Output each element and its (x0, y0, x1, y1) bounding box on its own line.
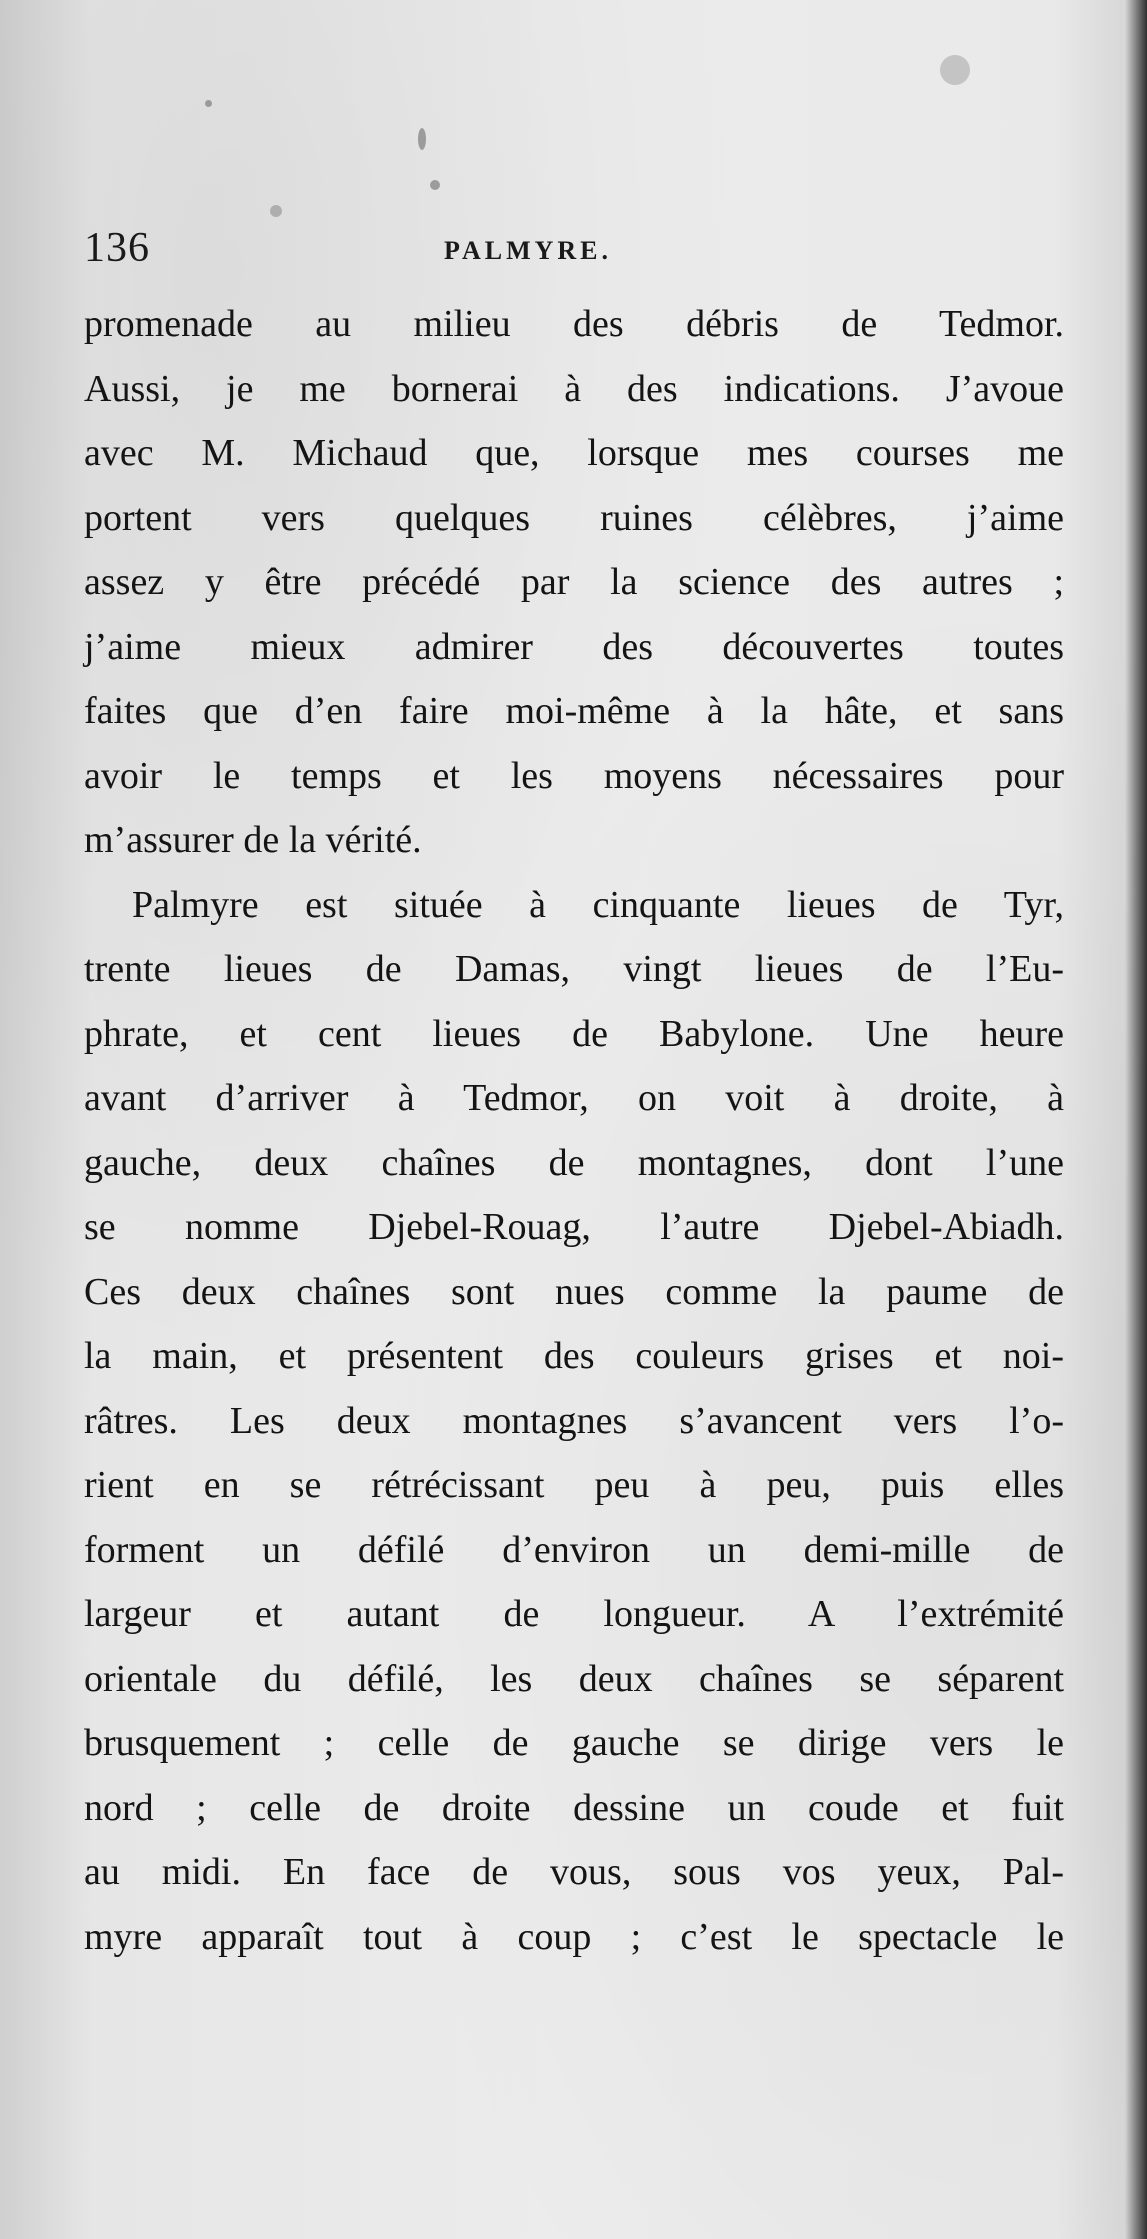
text-line: assez y être précédé par la science des autres ; (84, 561, 1064, 603)
text-line: Palmyre est située à cinquante lieues de Tyr, (132, 883, 1064, 926)
text-line: nord ; celle de droite dessine un coude et fuit (84, 1786, 1064, 1829)
ink-speck (270, 205, 282, 217)
text-line: trente lieues de Damas, vingt lieues de l’Eu- (84, 948, 1064, 990)
text-line: avec M. Michaud que, lorsque mes courses me (84, 432, 1064, 474)
body-text (84, 292, 1064, 1969)
text-line: Ces deux chaînes sont nues comme la paume de (84, 1270, 1064, 1313)
text-line: se nomme Djebel-Rouag, l’autre Djebel-Abiadh. (84, 1206, 1064, 1248)
text-line: largeur et autant de longueur. A l’extrémité (84, 1593, 1064, 1635)
text-line: j’aime mieux admirer des découvertes toutes (84, 625, 1064, 668)
running-head: PALMYRE. (444, 236, 613, 265)
text-line: avant d’arriver à Tedmor, on voit à droite, à (84, 1077, 1064, 1119)
text-line: orientale du défilé, les deux chaînes se séparent (84, 1657, 1064, 1700)
page-edge-shadow (1125, 0, 1147, 2239)
text-line: promenade au milieu des débris de Tedmor. (84, 303, 1064, 345)
text-line: gauche, deux chaînes de montagnes, dont l’une (84, 1141, 1064, 1184)
text-line: faites que d’en faire moi-même à la hâte, et sans (84, 690, 1064, 732)
ink-speck (430, 180, 440, 190)
text-line: myre apparaît tout à coup ; c’est le spectacle le (84, 1915, 1064, 1958)
page-header (84, 224, 1064, 274)
text-line: rient en se rétrécissant peu à peu, puis elles (84, 1464, 1064, 1506)
ink-speck (418, 128, 426, 150)
text-line: forment un défilé d’environ un demi-mille de (84, 1528, 1064, 1571)
page-number: 136 (84, 225, 150, 271)
text-line: phrate, et cent lieues de Babylone. Une heure (84, 1012, 1064, 1055)
ink-speck (940, 55, 970, 85)
text-line: au midi. En face de vous, sous vos yeux, Pal- (84, 1851, 1064, 1893)
text-line: m’assurer de la vérité. (84, 819, 422, 861)
text-line: brusquement ; celle de gauche se dirige vers le (84, 1722, 1064, 1764)
text-line: avoir le temps et les moyens nécessaires pour (84, 754, 1064, 797)
text-line: râtres. Les deux montagnes s’avancent vers l’o- (84, 1399, 1064, 1442)
text-line: la main, et présentent des couleurs grises et noi- (84, 1335, 1064, 1377)
ink-speck (205, 100, 212, 107)
text-line: portent vers quelques ruines célèbres, j’aime (84, 496, 1064, 539)
text-line: Aussi, je me bornerai à des indications. J’avoue (84, 367, 1064, 410)
